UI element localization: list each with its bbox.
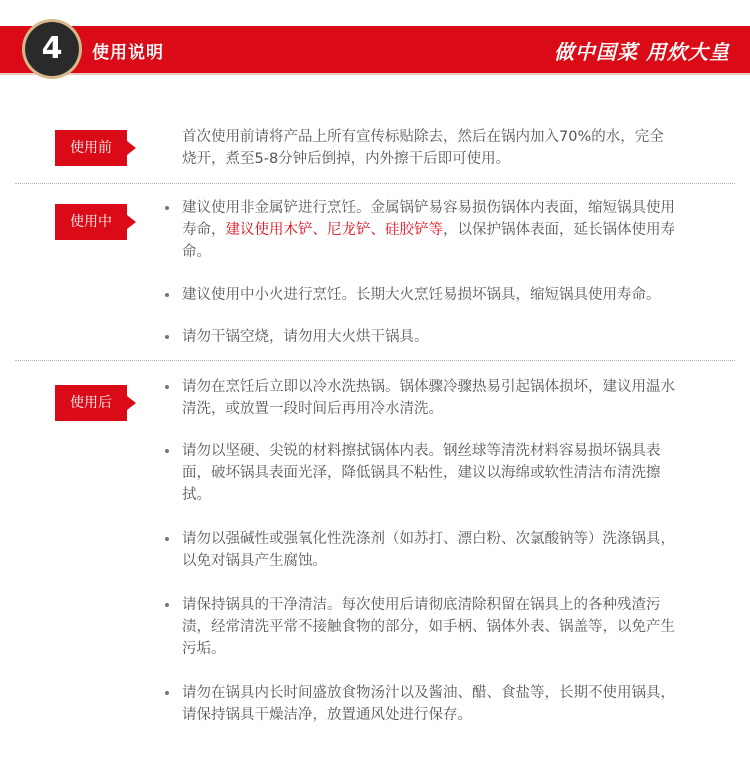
list-item-text: 建议使用非金属铲进行烹饪。金属锅铲易容易损伤锅体内表面，缩短锅具使用寿命，建议使用木铲、尼龙铲、硅胶铲等，以保护锅体表面，延长锅体使用寿命。 — [182, 200, 675, 260]
list-item-text: 请勿在锅具内长时间盛放食物汤汁以及酱油、醋、食盐等，长期不使用锅具，请保持锅具干燥洁净，放置通风处进行保存。 — [182, 685, 675, 723]
divider — [15, 183, 735, 184]
list-item-text: 请勿干锅空烧，请勿用大火烘干锅具。 — [182, 329, 429, 345]
list-item-text: 请勿以强碱性或强氧化性洗涤剂（如苏打、漂白粉、次氯酸钠等）洗涤锅具，以免对锅具产生腐蚀。 — [182, 531, 675, 569]
header-underline — [0, 73, 750, 75]
page-title: 使用说明 — [92, 43, 164, 63]
step-number: 4 — [25, 22, 79, 76]
brand-slogan: 做中国菜 用炊大皇 — [554, 40, 730, 64]
bullet-dot — [165, 206, 169, 210]
list-item-text: 请保持锅具的干净清洁。每次使用后请彻底清除积留在锅具上的各种残渣污渍，经常清洗平常不接触食物的部分，如手柄、锅体外表、锅盖等，以免产生污垢。 — [182, 597, 675, 657]
section-header — [0, 0, 750, 90]
bullet-dot — [165, 603, 169, 607]
before-use-text: 首次使用前请将产品上所有宣传标贴除去，然后在锅内加入70%的水，完全烧开，煮至5-8分钟后倒掉，内外擦干后即可使用。 — [182, 129, 664, 167]
highlight-text: 建议使用木铲、尼龙铲、硅胶铲等 — [225, 222, 443, 238]
bullet-dot — [165, 537, 169, 541]
step-number-badge — [22, 19, 82, 79]
bullet-dot — [165, 691, 169, 695]
bullet-dot — [165, 293, 169, 297]
list-item-text: 请勿在烹饪后立即以冷水洗热锅。锅体骤冷骤热易引起锅体损坏，建议用温水清洗，或放置一段时间后再用冷水清洗。 — [182, 379, 675, 417]
bullet-dot — [165, 385, 169, 389]
divider — [15, 360, 735, 361]
bullet-dot — [165, 335, 169, 339]
bullet-dot — [165, 449, 169, 453]
tag-after-use: 使用后 — [55, 385, 127, 421]
list-item-text: 请勿以坚硬、尖锐的材料擦拭锅体内表。钢丝球等清洗材料容易损坏锅具表面，破坏锅具表面光泽，降低锅具不粘性，建议以海绵或软性清洁布清洗擦拭。 — [182, 443, 661, 503]
list-item-text: 建议使用中小火进行烹饪。长期大火烹饪易损坏锅具，缩短锅具使用寿命。 — [182, 287, 661, 303]
tag-during-use: 使用中 — [55, 204, 127, 240]
tag-before-use: 使用前 — [55, 130, 127, 166]
